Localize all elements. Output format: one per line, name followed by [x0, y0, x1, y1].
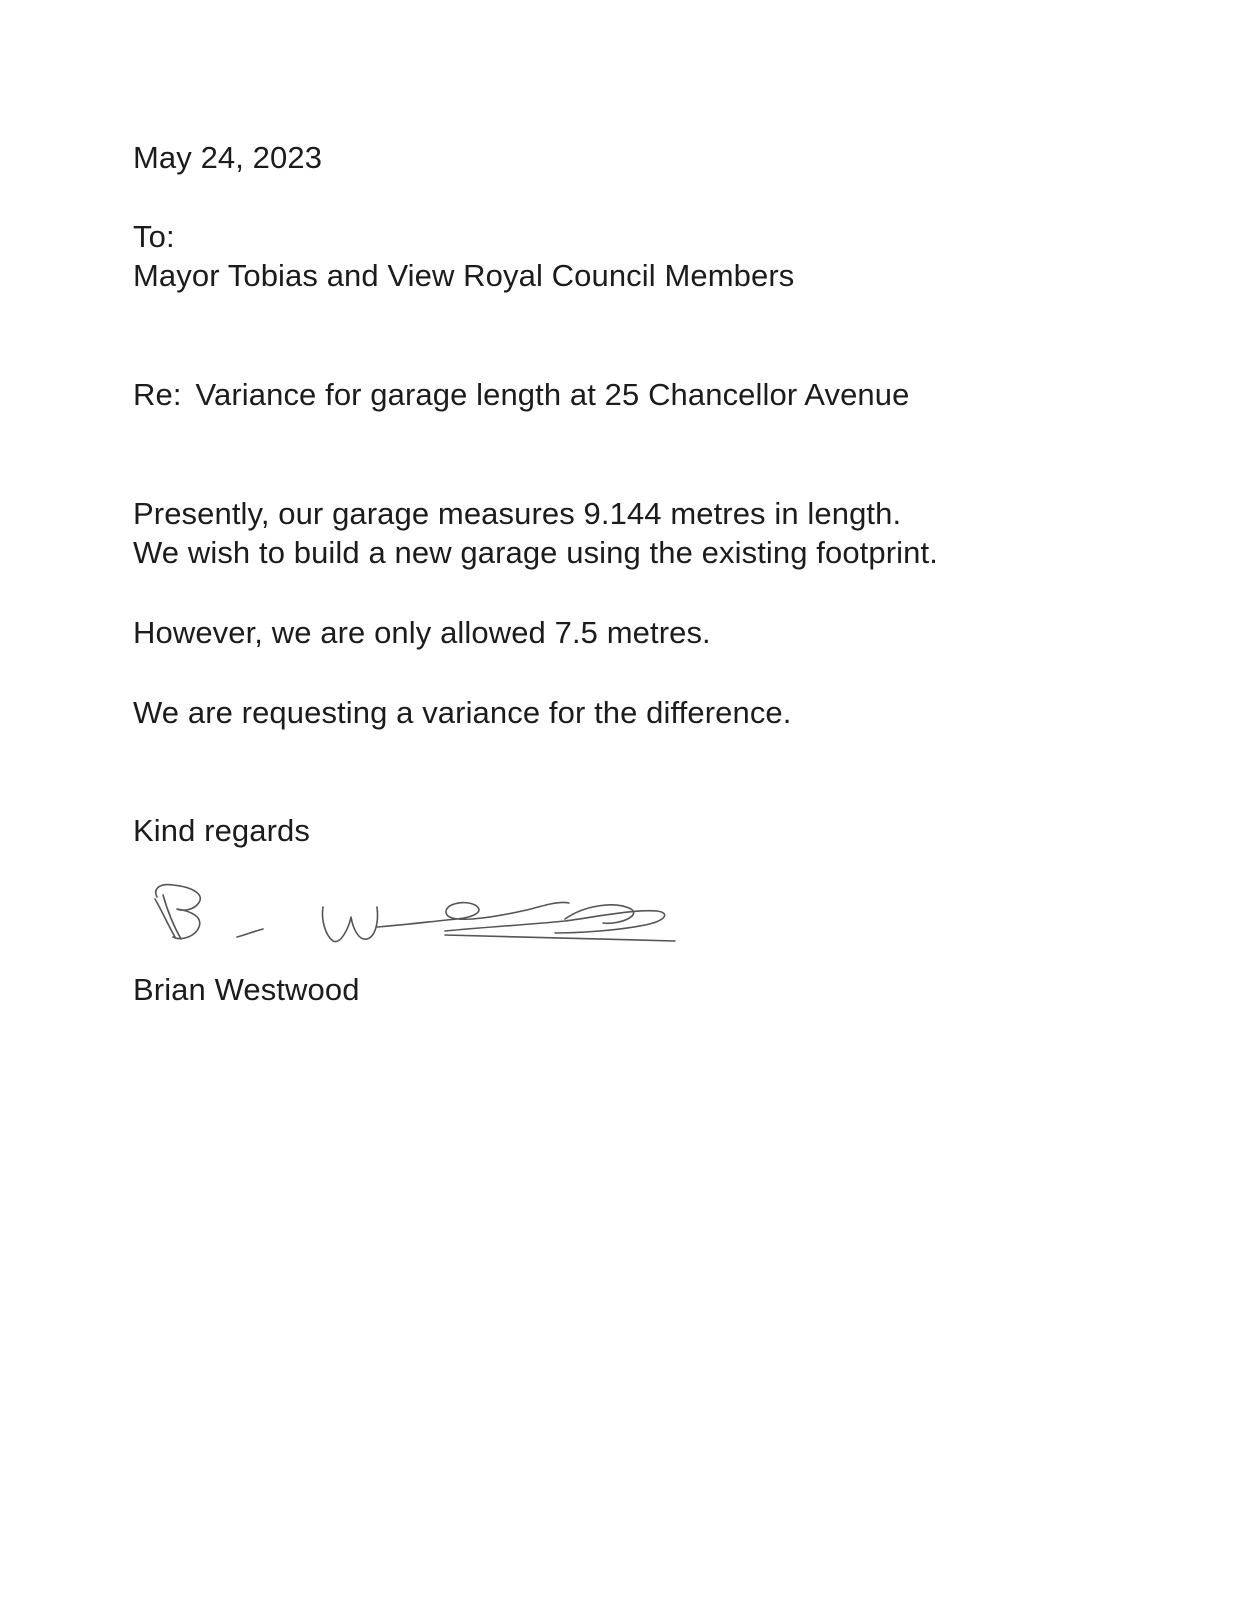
signature-icon — [145, 875, 685, 955]
body-paragraph: However, we are only allowed 7.5 metres. — [133, 615, 711, 650]
body-paragraph: We wish to build a new garage using the existing footprint. — [133, 535, 938, 570]
subject-line — [133, 376, 909, 414]
closing: Kind regards — [133, 813, 310, 848]
body-paragraph: Presently, our garage measures 9.144 metres in length. — [133, 496, 902, 531]
subject-text: Variance for garage length at 25 Chancellor Avenue — [195, 377, 910, 412]
body-paragraph: We are requesting a variance for the difference. — [133, 695, 792, 730]
recipient: Mayor Tobias and View Royal Council Members — [133, 258, 795, 293]
to-label: To: — [133, 219, 175, 254]
subject-prefix: Re: — [133, 377, 182, 412]
letter-date: May 24, 2023 — [133, 140, 323, 175]
signer-name: Brian Westwood — [133, 972, 360, 1007]
